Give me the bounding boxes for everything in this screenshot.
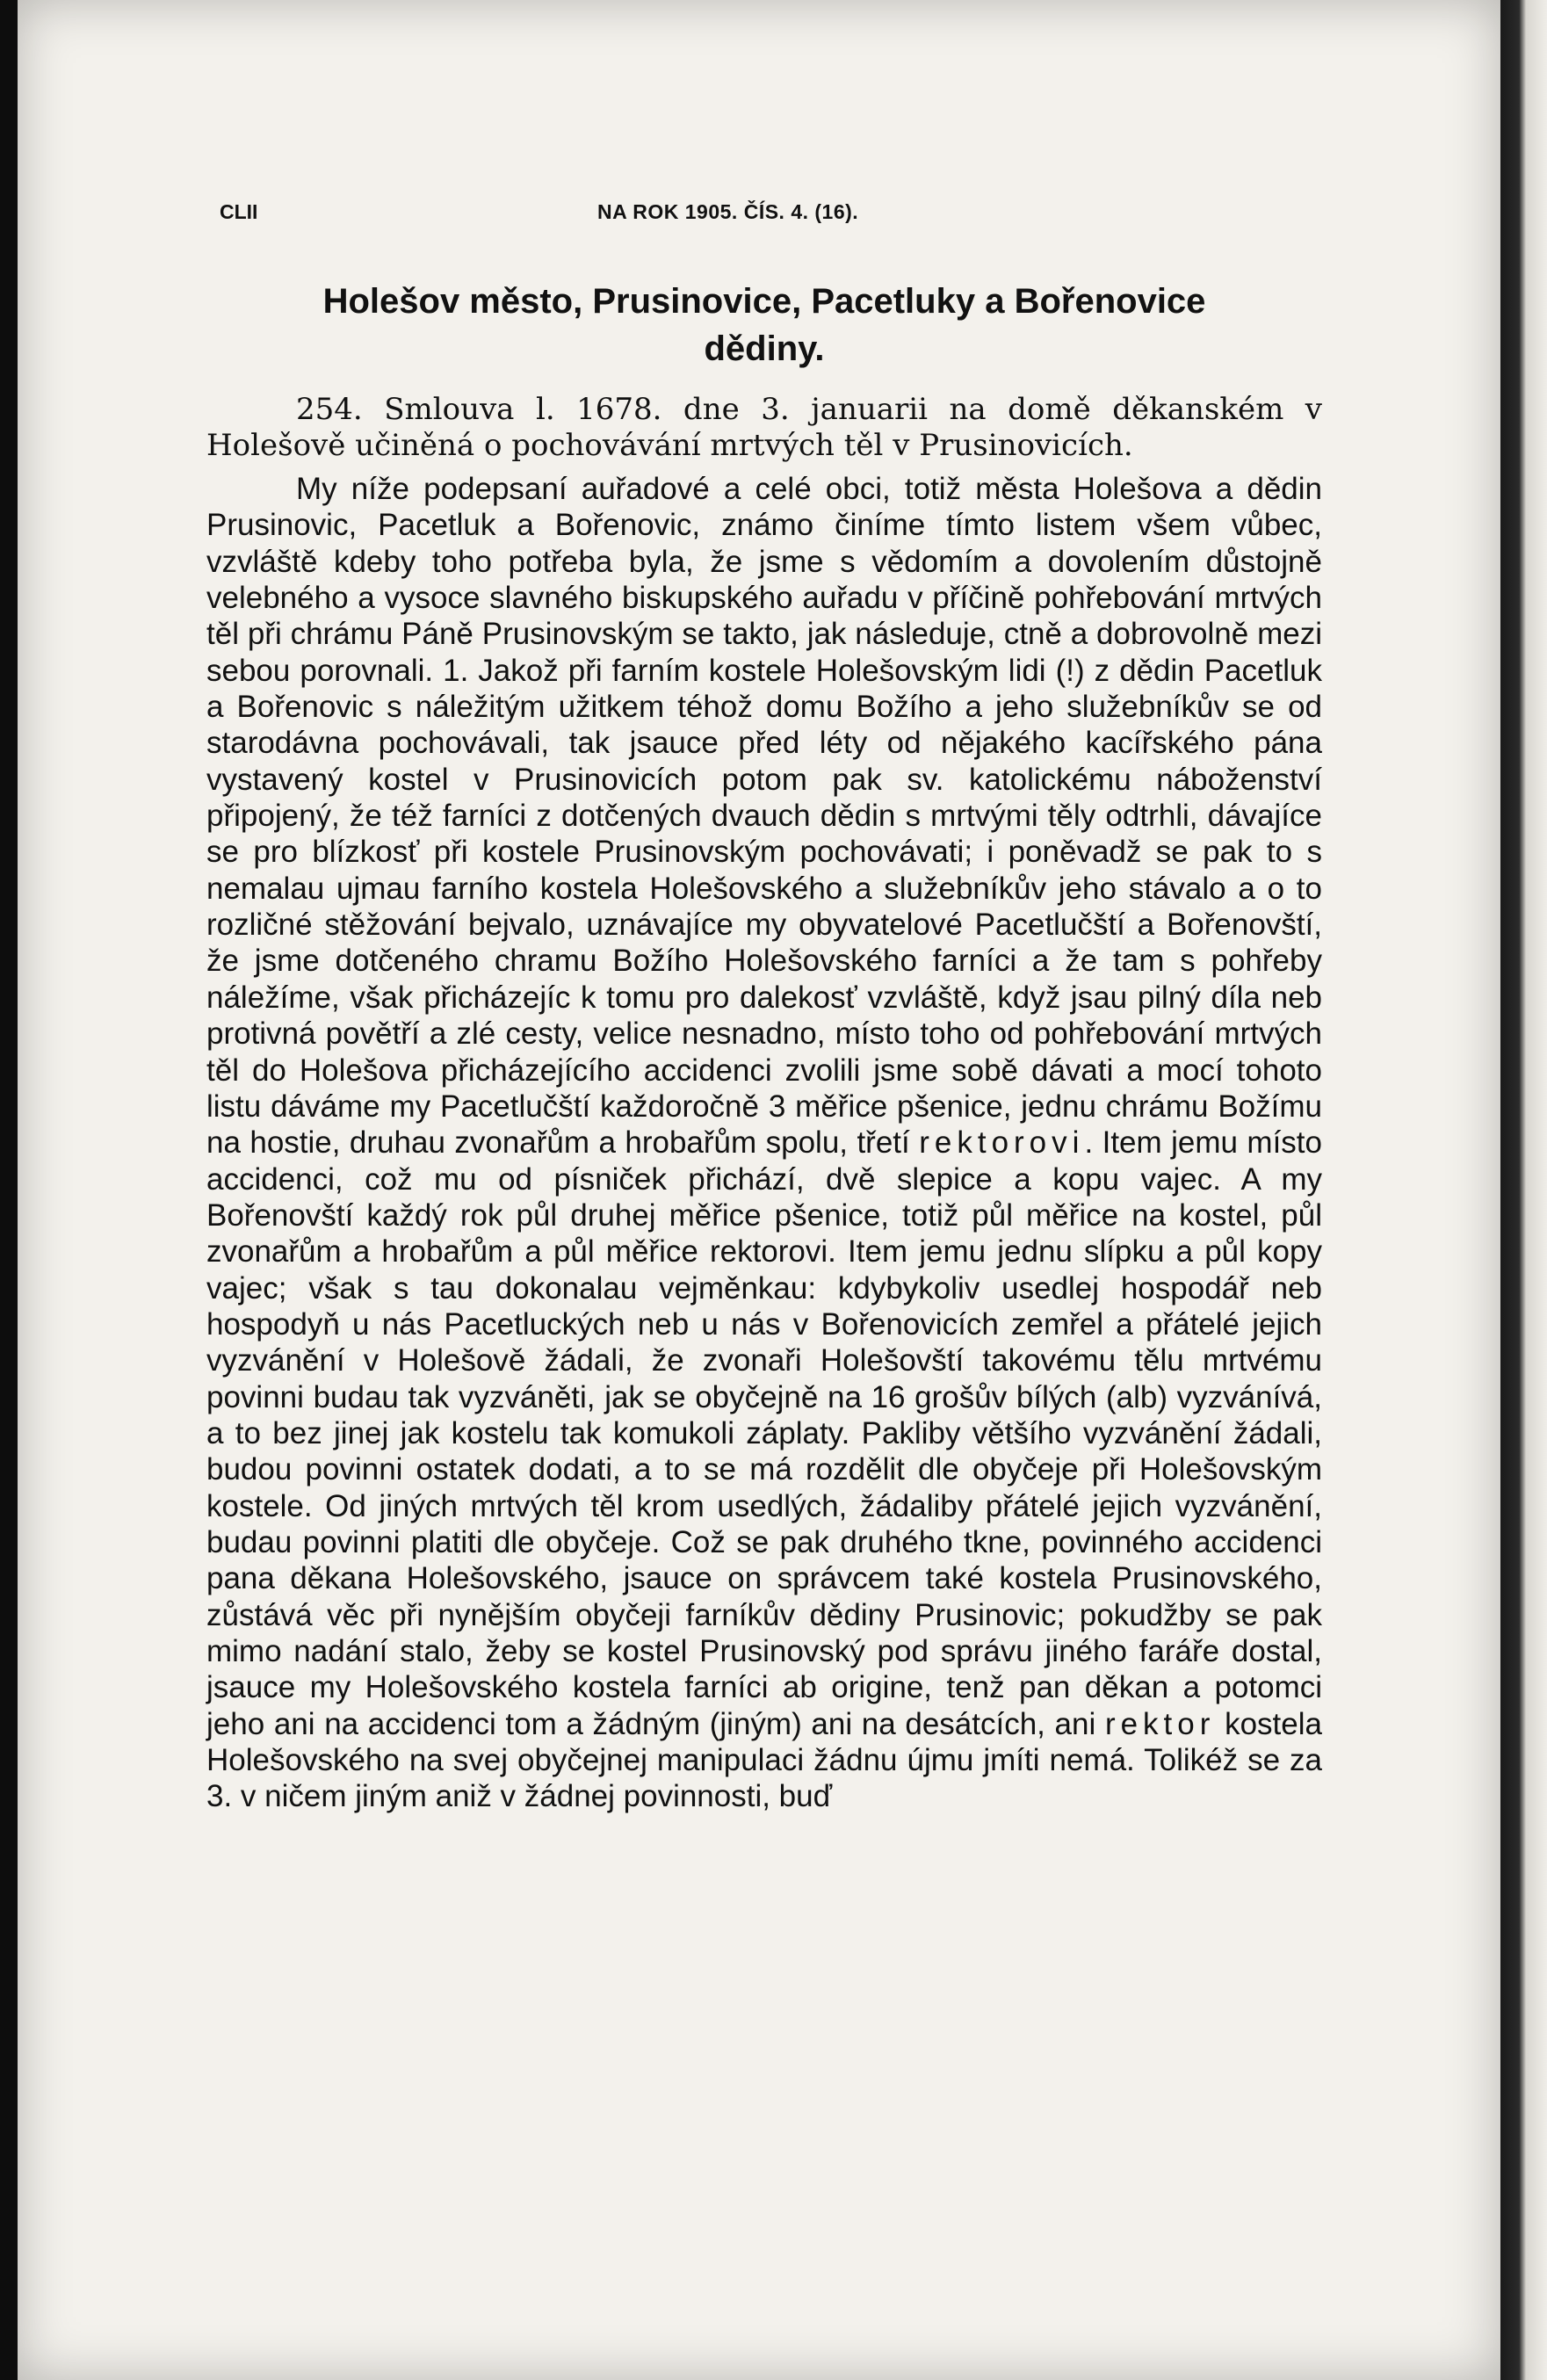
document-number: 254. [296, 392, 363, 427]
body-text-part-3: kostela Holešovského na svej obyčejnej manipulaci žádnu újmu jmíti nemá. Tolikéž se za 3. v ničem jiným aniž v žádnej povinnosti, buď [206, 1706, 1322, 1814]
body-emphasis-rektor: rektor [1104, 1706, 1216, 1741]
document-body [206, 471, 1322, 1815]
document-heading-text: Smlouva l. 1678. dne 3. januarii na domě děkanském v Holešově učiněná o pochovávání mrtvých těl v Prusinovicích. [206, 392, 1322, 463]
section-title: Holešov město, Prusinovice, Pacetluky a Bořenovice dědiny. [322, 282, 1206, 368]
document-page [18, 0, 1500, 2380]
document-heading [206, 392, 1322, 464]
body-text-part-1: My níže podepsaní auřadové a celé obci, totiž města Holešova a dědin Prusinovic, Pacetluk a Bořenovic, známo činíme tímto listem všem vůbec, vzvláště kdeby toho potřeba byla, že jsme s vědomím a dovolením důstojně velebného a vysoce slavného biskupského auřadu v příčině pohřebování mrtvých těl při chrámu Páně Prusinovským se takto, jak následuje, ctně a dobrovolně mezi sebou porovnali. 1. Jakož při farním kostele Holešovským lidi (!) z dědin Pacetluk a Bořenovic s náležitým užitkem téhož domu Božího a jeho služebníkův se od starodávna pochovávali, tak jsauce před léty od nějakého kacířského pána vystavený kostel v Prusinovicích potom pak sv. katolickému náboženství připojený, že též farníci z dotčených dvauch dědin s mrtvými těly odtrhli, dávajíce se pro blízkosť při kostele Prusinovským pochovávati; i poněvadž se pak to s nemalau ujmau farního kostela Holešovského a služebníkův jeho stávalo a o to rozličné stěžování bejvalo, uznávajíce my obyvatelové Pacetlučští a Bořenovští, že jsme dotčeného chramu Božího Holešovského farníci a že tam s pohřeby náležíme, však přicházejíc k tomu pro dalekosť vzvláště, když jsau pilný díla neb protivná povětří a zlé cesty, velice nesnadno, místo toho od pohřebování mrtvých těl do Holešova přicházejícího accidenci zvolili jsme sobě dávati a mocí tohoto listu dáváme my Pacetlučští každoročně 3 měřice pšenice, jednu chrámu Božímu na hostie, druhau zvonařům a hrobařům spolu, třetí [206, 472, 1322, 1161]
page-folio: CLII [220, 200, 258, 223]
page-content [206, 278, 1322, 1815]
running-head-title: NA ROK 1905. ČÍS. 4. (16). [597, 200, 859, 223]
body-emphasis-rektorovi: rektorovi [919, 1125, 1085, 1161]
body-text-part-2: . Item jemu místo accidenci, což mu od písniček přichází, dvě slepice a kopu vajec. A my Bořenovští každý rok půl druhej měřice pšenice, totiž půl měřice na kostel, půl zvonařům a hrobařům a půl měřice rektorovi. Item jemu jednu slípku a půl kopy vajec; však s tau dokonalau vejměnkau: kdybykoliv usedlej hospodář neb hospodyň u nás Pacetluckých neb u nás v Bořenovicích zemřel a přátelé jejich vyzvánění v Holešově žádali, že zvonaři Holešovští takovému tělu mrtvému povinni budau tak vyzváněti, jak se obyčejně na 16 grošův bílých (alb) vyzvánívá, a to bez jinej jak kostelu tak komukoli záplaty. Pakliby většího vyzvánění žádali, budou povinni ostatek dodati, a to se má rozdělit dle obyčeje při Holešovským kostele. Od jiných mrtvých těl krom usedlých, žádaliby přátelé jejich vyzvánění, budau povinni platiti dle obyčeje. Což se pak druhého tkne, povinného accidenci pana děkana Holešovského, jsauce on správcem také kostela Prusinovského, zůstává věc při nynějším obyčeji farníkův dědiny Prusinovic; pokudžby se pak mimo nadání stalo, žeby se kostel Prusinovský pod správu jiného faráře dostal, jsauce my Holešovského kostela farníci ab origine, tenž pan děkan a potomci jeho ani na accidenci tom a žádným (jiným) ani na desátcích, ani [206, 1125, 1322, 1741]
scan-edge [1500, 0, 1547, 2380]
